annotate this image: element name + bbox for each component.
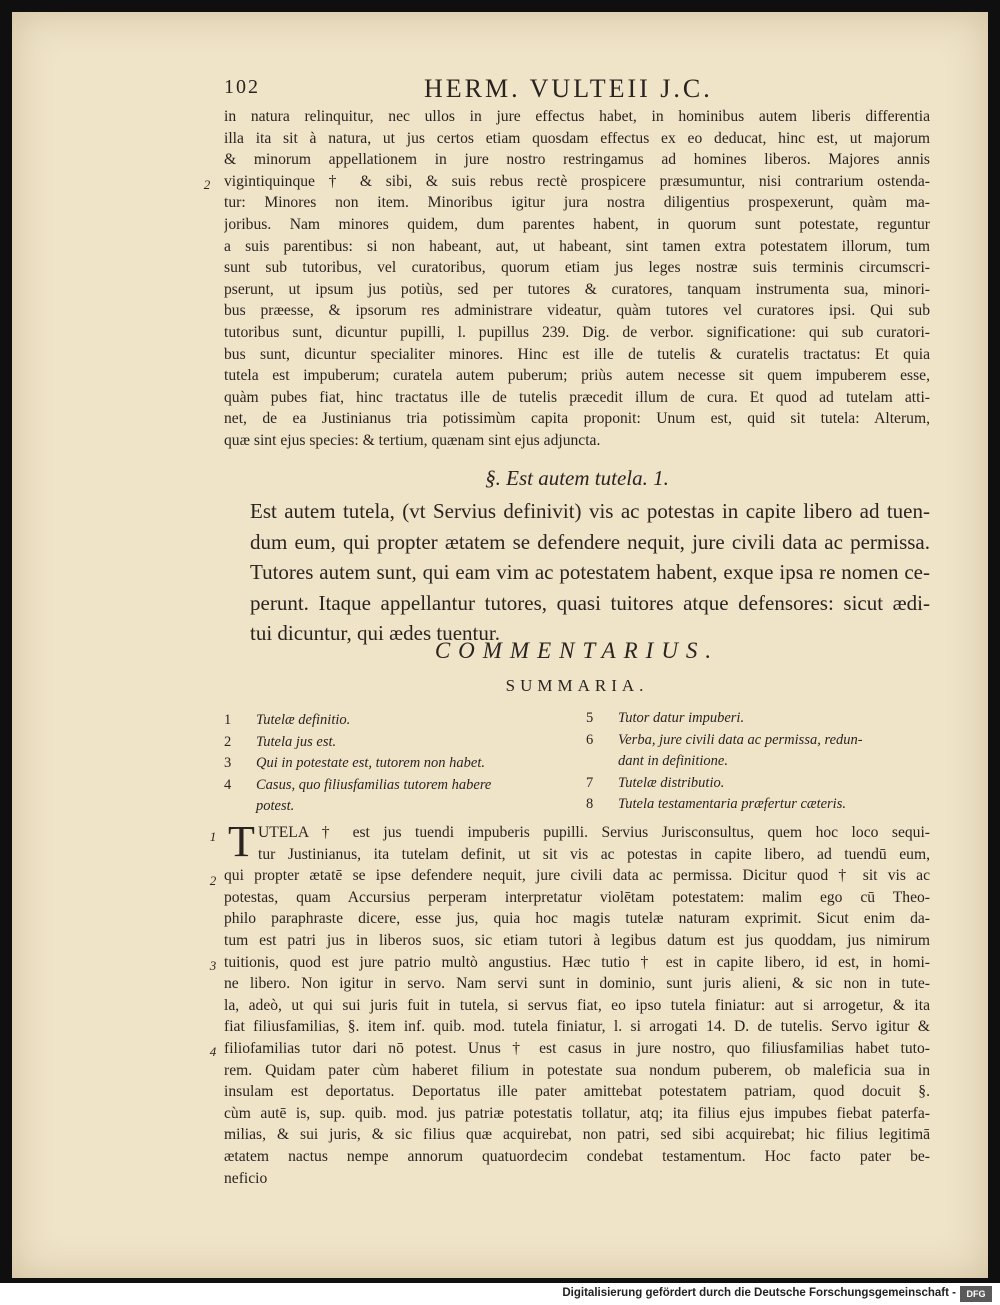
summary-number: 5 — [586, 710, 594, 726]
commentary-text-block — [224, 817, 930, 1189]
margin-number: 4 — [209, 1044, 217, 1059]
commentary-heading: COMMENTARIUS. — [434, 638, 720, 663]
margin-number: 2 — [209, 873, 217, 888]
text-line: pserunt, ut ipsum jus potiùs, sed per tutores & curatores, tanquam instrumenta sua, minori- — [224, 280, 930, 298]
text-line: neficio — [224, 1169, 268, 1187]
law-text-block — [250, 496, 930, 649]
text-line: quàm pubes fiat, hinc tractatus ille de tutelis præcedit illum de cura. Et quod ad tutelam atti- — [224, 388, 930, 406]
section-heading: §. Est autem tutela. 1. — [485, 466, 669, 490]
text-line: quæ sint ejus species: & tertium, quænam sint ejus adjuncta. — [224, 431, 601, 449]
text-line: UTELA † est jus tuendi impuberis pupilli. Servius Jurisconsultus, quem hoc loco sequi- — [258, 824, 930, 841]
summary-number: 7 — [586, 774, 594, 791]
text-line: Est autem tutela, (vt Servius definivit) vis ac potestas in capite libero ad tuen- — [250, 499, 930, 523]
text-line: perunt. Itaque appellantur tutores, quasi tuitores atque defensores: sicut ædi- — [250, 590, 930, 615]
summary-text: Tutelæ distributio. — [618, 774, 725, 791]
margin-number: 3 — [209, 958, 217, 973]
text-line: rem. Quidam pater cùm haberet filium in potestate sua nondum puberem, ob maleficia sua in — [224, 1061, 930, 1079]
dfg-logo: DFG — [960, 1286, 992, 1302]
footer-bar — [0, 1283, 1000, 1305]
summary-item — [586, 773, 926, 795]
summary-text: Verba, jure civili data ac permissa, redun- — [618, 731, 863, 748]
text-line: philo paraphraste dicere, esse jus, quia hoc magis tutelæ naturam exprimit. Sicut enim da- — [224, 910, 930, 928]
funding-notice: Digitalisierung gefördert durch die Deutsche Forschungsgemeinschaft - — [562, 1287, 956, 1299]
page-number: 102 — [224, 76, 260, 98]
text-line: milias, & sui juris, & sic filius quæ acquirebat, non patri, sed sibi acquirebat; hic filius legitimā — [224, 1126, 930, 1144]
text-line: qui propter ætatē se ipse defendere nequit, jure civili data ac permissa. Dicitur quod † sit vis ac — [224, 867, 930, 885]
text-line: tuitionis, quod est jure patrio multò angustius. Hæc tutio † est in capite libero, id est, in homi- — [224, 953, 930, 971]
text-line: dum eum, qui propter ætatem se defendere nequit, jure civili data ac permissa. — [250, 529, 930, 554]
summary-item — [586, 794, 926, 816]
summary-number: 8 — [586, 796, 594, 812]
drop-cap: T — [228, 817, 255, 866]
text-line: cùm autē is, sup. quib. mod. jus patriæ potestatis tollatur, atq; ita filius ejus impubes fiebat paterfa- — [224, 1104, 930, 1122]
summary-text: Casus, quo filiusfamilias tutorem habere — [256, 776, 492, 793]
text-line: bus præesse, & ipsorum res administrare videatur, quàm tutores vel curatores ipsi. Qui sub — [224, 302, 930, 320]
text-line: filiofamilias tutor dari nō potest. Unus † est casus in jure nostro, quo filiusfamilias habet tuto- — [224, 1039, 930, 1057]
summary-text: dant in definitione. — [618, 753, 728, 769]
text-line: fiat filiusfamilias, §. item inf. quib. mod. tutela finiatur, l. si arrogati 14. D. de tutelis. Servo igitur & — [224, 1018, 930, 1036]
text-line: sunt sub tutoribus, vel curatoribus, quorum etiam jus leges nostræ suis terminis circumscri- — [224, 259, 930, 277]
summary-item — [586, 751, 926, 773]
text-line: la, adeò, ut qui sui juris fuit in tutela, si servus fiat, eo ipso tutela finiatur: aut si arrogetur, & ita — [224, 996, 930, 1014]
page-title: HERM. VULTEII J.C. — [424, 74, 713, 103]
summary-number: 1 — [224, 712, 232, 728]
text-line: tutela est impuberum; curatela autem puberum; priùs autem necesse sit quem impuberem esse, — [224, 367, 930, 385]
summary-item — [224, 775, 554, 797]
margin-number: 1 — [209, 829, 217, 844]
text-line: tui dicuntur, qui ædes tuentur. — [250, 621, 500, 646]
summaria-right-column — [586, 708, 926, 816]
running-head — [224, 74, 924, 108]
text-line: tum est patri jus in liberos suos, sic etiam tutori à legibus datum est jus quoddam, jus nimirum — [224, 931, 930, 949]
summary-item — [224, 710, 554, 732]
summary-text: Qui in potestate est, tutorem non habet. — [256, 755, 486, 771]
text-line: net, de ea Justinianus tria potissimùm capita proponit: Unum est, quid sit tutela: Alterum, — [224, 410, 930, 428]
text-line: tur Justinianus, ita tutelam definit, ut sit vis ac potestas in capite libero, ad tuendū eum, — [258, 845, 930, 863]
summary-item — [224, 753, 554, 775]
text-line: insulam est deportatus. Deportatus ille pater amittebat potestatem patriam, quod docuit §. — [224, 1083, 930, 1101]
text-line: tur: Minores non item. Minoribus igitur jura nostra diligentius prospexerunt, quàm ma- — [224, 194, 930, 212]
text-line: illa ita sit à natura, ut jus certos etiam quosdam effectus ex eo deducat, hinc est, ut majorum — [224, 129, 930, 147]
summary-text: Tutela testamentaria præfertur cæteris. — [618, 796, 846, 812]
main-text-block — [224, 106, 930, 452]
text-line: in natura relinquitur, nec ullos in jure effectus habet, in hominibus autem liberis differentia — [224, 108, 930, 125]
summary-number: 6 — [586, 731, 594, 748]
text-line: ne libero. Non igitur in servo. Nam servi sunt in dominio, sunt juris alieni, & sic non in tute- — [224, 975, 930, 993]
summaria-left-column — [224, 710, 554, 818]
margin-number: 2 — [203, 177, 211, 192]
text-line: vigintiquinque † & sibi, & suis rebus rectè prospicere præsumuntur, nisi contrarium ostenda- — [224, 172, 930, 190]
text-line: a suis parentibus: si non habeant, aut, ut habeant, sint tamen extra potestatem illorum, tum — [224, 237, 930, 255]
text-line: bus sunt, dicuntur specialiter minores. Hinc est ille de tutelis & curatelis tractatus: Et quia — [224, 345, 930, 363]
summary-number: 4 — [224, 776, 232, 793]
summary-text: potest. — [256, 798, 295, 814]
text-line: tutoribus sunt, dicuntur pupilli, l. pupillus 239. Dig. de verbor. significatione: qui sub curatori- — [224, 323, 930, 341]
summary-number: 2 — [224, 733, 232, 750]
summary-item — [586, 708, 926, 730]
summary-text: Tutor datur impuberi. — [618, 710, 745, 726]
summary-text: Tutelæ definitio. — [256, 712, 351, 728]
summary-text: Tutela jus est. — [256, 733, 337, 750]
summary-item — [224, 732, 554, 754]
text-line: & minorum appellationem in jure nostro restringamus ad homines liberos. Majores annis — [224, 151, 930, 169]
summary-number: 3 — [224, 755, 232, 771]
text-line: joribus. Nam minores quidem, dum parentes habent, in quorum sunt potestate, reguntur — [224, 215, 930, 233]
text-line: potestas, quam Accursius perperam interpretatur violētam potestatem: malim ego cū Theo- — [224, 888, 930, 906]
summaria-heading: SUMMARIA. — [505, 676, 649, 695]
text-line: Tutores autem sunt, qui eam vim ac potestatem habent, exque ipsa re nomen ce- — [250, 560, 930, 585]
summary-item — [586, 730, 926, 752]
text-line: ætatem nactus nempe annorum quatuordecim condebat testamentum. Hoc facto pater be- — [224, 1147, 930, 1165]
summary-item — [224, 796, 554, 818]
